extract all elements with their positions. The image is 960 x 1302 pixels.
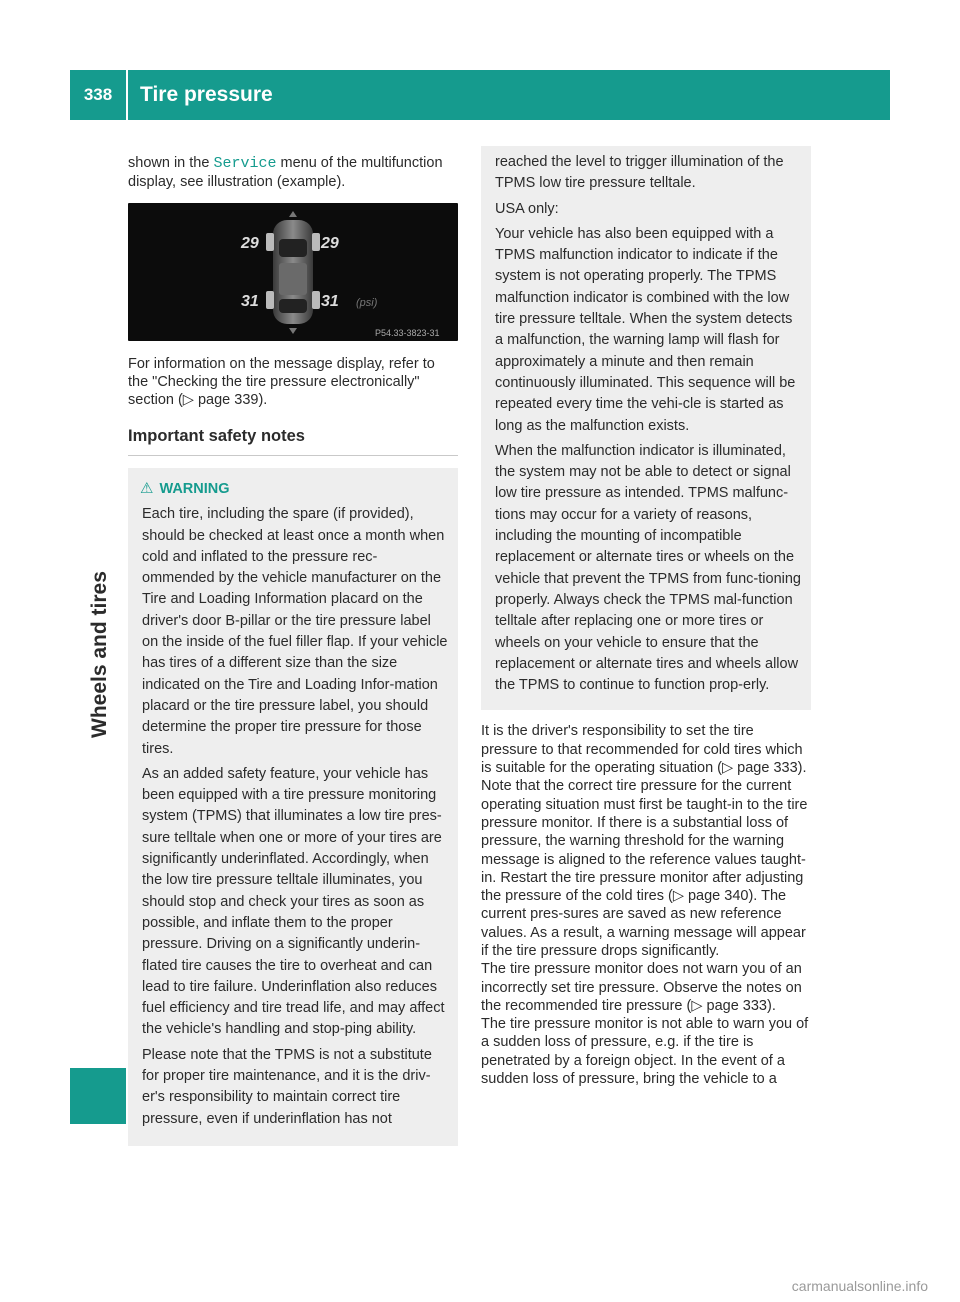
box-paragraph: Your vehicle has also been equipped with a TPMS malfunction indicator to indicate if the system is not operating properly. The TPMS malfunction indicator is combined with the low tire pressure telltale. When the system detects a malfunction, the warning lamp will flash for approximately a minute and then remain continuously illuminated. This sequence will be repeated every time the vehi-cle is started as long as the malfunction exists. xyxy=(495,225,796,434)
section-heading: Important safety notes xyxy=(128,427,458,456)
car-topview-icon xyxy=(128,203,458,341)
right-column xyxy=(481,154,811,1088)
page-header xyxy=(70,70,890,120)
body-text xyxy=(481,722,811,1088)
warning-paragraph: As an added safety feature, your vehicle has been equipped with a tire pressure monitoring system (TPMS) that illuminates a low tire pres-sure telltale when one or more of your tires are significantly underinflated. Accordingly, when the low tire pressure telltale illuminates, you should stop and check your tires as soon as possible, and inflate them to the proper pressure. Driving on a significantly underin-flated tire causes the tire to overheat and can lead to tire failure. Underinflation also reduces fuel efficiency and tire tread life, and may affect the vehicle's handling and stop-ping ability. xyxy=(142,765,445,1038)
image-reference: P54.33-3823-31 xyxy=(375,328,440,338)
warning-box xyxy=(128,468,458,1146)
warning-paragraph: Please note that the TPMS is not a substitute for proper tire maintenance, and it is the driv-er's responsibility to maintain correct tire pressure, even if underinflation has not xyxy=(142,1046,432,1127)
intro-text: shown in the Service menu of the multifunction display, see illustration (example). xyxy=(128,155,443,190)
warning-triangle-icon: ⚠ xyxy=(140,480,154,497)
header-divider xyxy=(126,70,128,120)
box-paragraph: USA only: xyxy=(495,200,559,217)
pressure-unit: (psi) xyxy=(356,297,378,309)
warning-paragraph: Each tire, including the spare (if provided), should be checked at least once a month when cold and inflated to the pressure rec-ommended by the vehicle manufacturer on the Tire and Loading Information placard on the driver's door B-pillar or the tire pressure label on the inside of the fuel filler flap. If your vehicle has tires of a different size than the size indicated on the Tire and Loading Infor-mation placard or the tire pressure label, you should determine the proper tire pressure for those tires. xyxy=(142,506,448,757)
after-image-text: For information on the message display, refer to the "Checking the tire pressure electronically" section (▷ page 339). xyxy=(128,356,435,408)
front-right-pressure: 29 xyxy=(321,235,339,252)
warning-header xyxy=(136,478,450,500)
side-tab xyxy=(70,520,126,738)
service-menu-label: Service xyxy=(213,155,277,172)
warning-title: WARNING xyxy=(159,481,230,497)
body-paragraph: It is the driver's responsibility to set the tire pressure to that recommended for cold tires which is suitable for the operating situation (▷ page 333). Note that the correct tire pressure for the current operating situation must first be taught-in to the tire pressure monitor. If there is a substantial loss of pressure, the warning threshold for the warning message is aligned to the reference values taught-in. Restart the tire pressure monitor after adjusting the pressure of the cold tires (▷ page 340). The current pres-sures are saved as new reference values. As a result, a warning message will appear if the tire pressure drops significantly. xyxy=(481,723,808,959)
front-left-pressure: 29 xyxy=(241,235,259,252)
body-paragraph: The tire pressure monitor is not able to warn you of a sudden loss of pressure, e.g. if the tire is penetrated by a foreign object. In the event of a sudden loss of pressure, bring the vehicle to a xyxy=(481,1016,809,1088)
side-marker xyxy=(70,1068,126,1124)
box-paragraph: When the malfunction indicator is illuminated, the system may not be able to detect or signal low tire pressure as intended. TPMS malfunc-tions may occur for a variety of reasons, including the mounting of incompatible replacement or alternate tires or wheels on the vehicle that prevent the TPMS from func-tioning properly. Always check the TPMS mal-function telltale after replacing one or more tires or wheels on your vehicle to ensure that the replacement or alternate tires and wheels allow the TPMS to continue to function prop-erly. xyxy=(495,442,801,694)
page-number: 338 xyxy=(83,85,113,104)
box-paragraph: reached the level to trigger illumination of the TPMS low tire pressure telltale. xyxy=(495,154,784,192)
body-paragraph: The tire pressure monitor does not warn you of an incorrectly set tire pressure. Observe the notes on the recommended tire pressure (▷ page 333). xyxy=(481,961,802,1014)
page-title: Tire pressure xyxy=(140,83,273,106)
left-column xyxy=(128,154,458,1146)
rear-right-pressure: 31 xyxy=(321,293,339,310)
tire-pressure-display-image xyxy=(128,203,458,341)
side-tab-label: Wheels and tires xyxy=(88,571,111,738)
rear-left-pressure: 31 xyxy=(241,293,259,310)
warning-continuation-box xyxy=(481,146,811,710)
watermark: carmanualsonline.info xyxy=(791,1278,928,1294)
